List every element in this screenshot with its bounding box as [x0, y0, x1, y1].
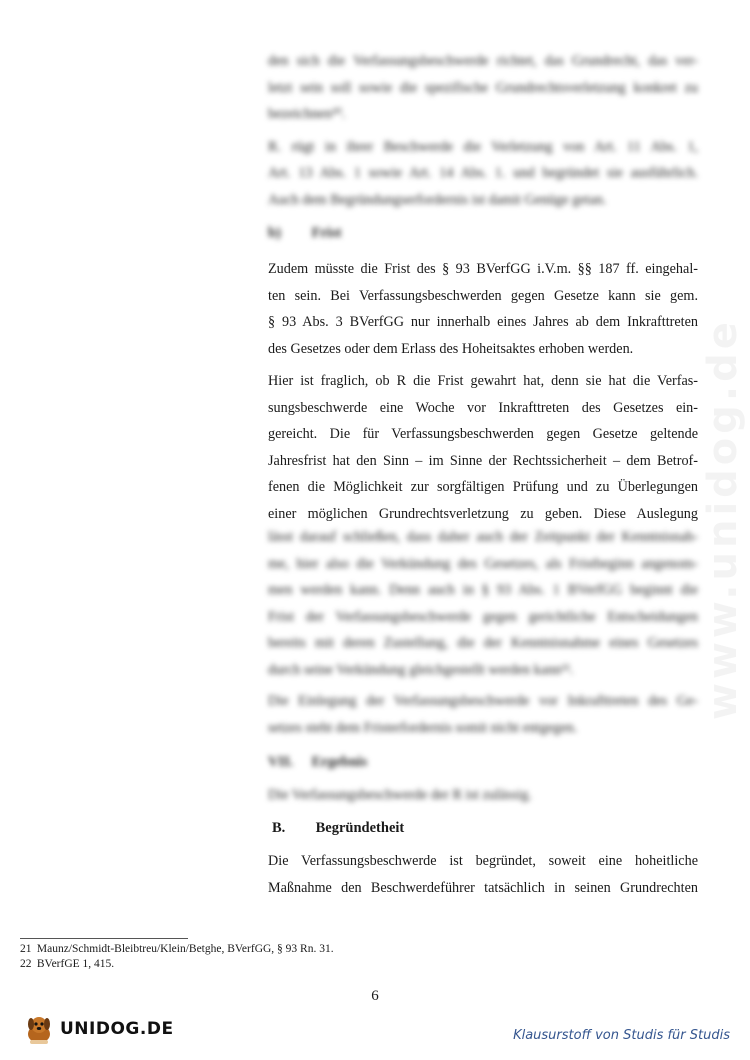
footnote-number: 22 [20, 958, 32, 970]
footnote-text: Maunz/Schmidt-Bleibtreu/Klein/Betghe, BVerfGG, § 93 Rn. 31. [36, 943, 334, 955]
blurred-paragraph [268, 524, 698, 683]
dog-mascot-icon [22, 1012, 56, 1046]
heading-number: B. [272, 820, 286, 836]
blurred-top-block [268, 48, 698, 247]
footnotes [20, 942, 334, 972]
begruendetheit-paragraph [268, 848, 698, 901]
footnote [20, 957, 334, 972]
heading-title: Begründetheit [315, 820, 405, 836]
frist-paragraph [268, 256, 698, 362]
text-line: letzt sein soll sowie die spezifische Grundrechtsverletzung konkret zu [268, 79, 698, 96]
text-line: sungsbeschwerde eine Woche vor Inkrafttreten des Gesetzes ein- [268, 399, 698, 416]
heading-title: Ergebnis [311, 754, 368, 770]
blurred-paragraph [268, 134, 698, 214]
text-line: Zudem müsste die Frist des § 93 BVerfGG i.V.m. §§ 187 ff. eingehal- [268, 261, 698, 277]
text-line: des Gesetzes oder dem Erlass des Hoheitsaktes erhoben werden. [268, 340, 634, 357]
text-line: Hier ist fraglich, ob R die Frist gewahrt hat, denn sie hat die Verfas- [268, 373, 698, 389]
text-line: Art. 13 Abs. 1 sowie Art. 14 Abs. 1. und begründet sie ausführlich. [268, 165, 698, 181]
text-line: setzes steht dem Fristerfordernis somit nicht entgegen. [268, 719, 578, 736]
blurred-paragraph [268, 48, 698, 128]
text-line: den sich die Verfassungsbeschwerde richtet, das Grundrecht, das ver- [268, 53, 698, 69]
footnote-separator [20, 938, 188, 939]
text-line: Auch dem Begründungserfordernis ist damit Genüge getan. [268, 191, 607, 208]
text-line: lässt darauf schließen, dass daher auch der Zeitpunkt der Kenntnisnah- [268, 529, 698, 545]
text-line: bezeichnen²⁰. [268, 106, 346, 122]
logo-text: UNIDOG.DE [60, 1019, 174, 1039]
text-line: Frist der Verfassungsbeschwerde gegen gerichtliche Entscheidungen [268, 608, 698, 625]
text-line: ten sein. Bei Verfassungsbeschwerden gegen Gesetze kann sie gem. [268, 287, 698, 304]
section-heading-ergebnis [268, 749, 698, 776]
section-heading-begruendetheit [272, 815, 702, 842]
heading-number: VII. [268, 754, 294, 770]
watermark: www.unidog.de [700, 318, 746, 720]
unidog-logo [22, 1012, 174, 1046]
text-line: durch seine Verkündung gleichgestellt werden kann²². [268, 661, 574, 678]
section-heading-frist [268, 220, 698, 247]
blurred-paragraph [268, 688, 698, 741]
text-line: Die Einlegung der Verfassungsbeschwerde vor Inkrafttreten des Ge- [268, 693, 698, 709]
text-line: men werden kann. Denn auch in § 93 Abs. 1 BVerfGG beginnt die [268, 582, 698, 598]
result-sentence: Die Verfassungsbeschwerde der R ist zulässig. [268, 786, 532, 803]
text-line: me, hier also die Verkündung des Gesetzes, als Fristbeginn angenom- [268, 555, 698, 572]
text-line: bereits mit deren Zustellung, die der Kenntnisnahme eines Gesetzes [268, 635, 698, 651]
text-line: Maßnahme den Beschwerdeführer tatsächlich in seinen Grundrechten [268, 879, 698, 896]
page-number: 6 [371, 988, 379, 1004]
text-line: R. rügt in ihrer Beschwerde die Verletzung von Art. 11 Abs. 1, [268, 138, 698, 155]
heading-title: Frist [311, 225, 342, 241]
text-line: § 93 Abs. 3 BVerfGG nur innerhalb eines Jahres ab dem Inkrafttreten [268, 314, 698, 330]
footnote [20, 942, 334, 957]
footer-slogan: Klausurstoff von Studis für Studis [513, 1028, 730, 1043]
blurred-middle-block [268, 524, 698, 808]
text-line: fenen die Möglichkeit zur sorgfältigen Prüfung und zu Überlegungen [268, 479, 698, 495]
text-line: gereicht. Die für Verfassungsbeschwerden gegen Gesetze geltende [268, 426, 698, 442]
question-paragraph [268, 368, 698, 527]
text-line: Die Verfassungsbeschwerde ist begründet, soweit eine hoheitliche [268, 853, 698, 869]
text-line: einer möglichen Grundrechtsverletzung zu geben. Diese Auslegung [268, 505, 698, 522]
footnote-number: 21 [20, 943, 32, 955]
text-line: Jahresfrist hat den Sinn – im Sinne der Rechtssicherheit – dem Betrof- [268, 452, 698, 469]
footnote-text: BVerfGE 1, 415. [36, 958, 115, 970]
heading-number: b) [268, 225, 281, 241]
